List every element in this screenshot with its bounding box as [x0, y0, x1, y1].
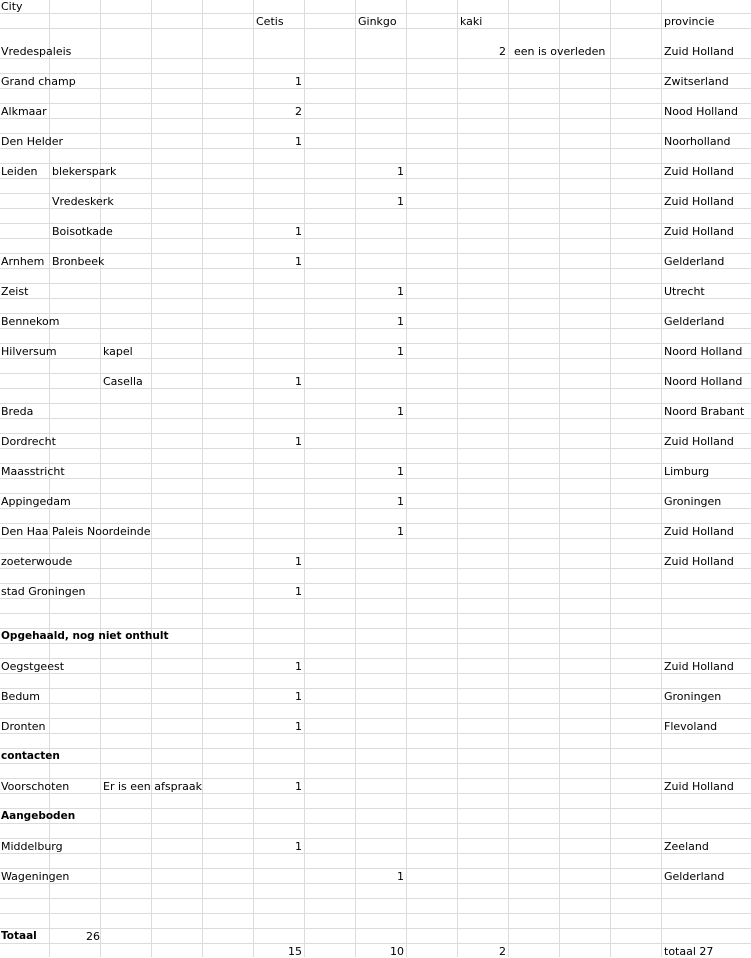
cell-provincie[interactable]: Zuid Holland: [664, 165, 734, 178]
cell-city[interactable]: Maasstricht: [1, 465, 65, 478]
totals-kaki[interactable]: 2: [499, 945, 506, 958]
row-divider: [0, 298, 751, 299]
cell-ginkgo[interactable]: 1: [397, 345, 404, 358]
cell-note[interactable]: een is overleden: [514, 45, 606, 58]
row-divider: [0, 943, 751, 944]
cell-city[interactable]: Dordrecht: [1, 435, 56, 448]
cell-cetis[interactable]: 2: [295, 105, 302, 118]
cell-city[interactable]: Oegstgeest: [1, 660, 65, 673]
row-divider: [0, 358, 751, 359]
cell-provincie[interactable]: Zuid Holland: [664, 45, 734, 58]
header-city[interactable]: City: [1, 0, 23, 13]
cell-city[interactable]: zoeterwoude: [1, 555, 73, 568]
row-divider: [0, 28, 751, 29]
cell-location[interactable]: Paleis Noordeinde: [52, 525, 151, 538]
cell-cetis[interactable]: 1: [295, 690, 302, 703]
cell-provincie[interactable]: Noord Holland: [664, 345, 743, 358]
section-picked-label[interactable]: Opgehaald, nog niet onthult: [1, 630, 169, 642]
row-divider: [0, 838, 751, 839]
row-divider: [0, 328, 751, 329]
cell-cetis[interactable]: 1: [295, 840, 302, 853]
cell-provincie[interactable]: Zwitserland: [664, 75, 729, 88]
cell-cetis[interactable]: 1: [295, 375, 302, 388]
row-divider: [0, 883, 751, 884]
row-divider: [0, 223, 751, 224]
row-divider: [0, 763, 751, 764]
cell-sublocation[interactable]: Casella: [103, 375, 143, 388]
cell-provincie[interactable]: Gelderland: [664, 255, 725, 268]
row-divider: [0, 118, 751, 119]
cell-location[interactable]: blekerspark: [52, 165, 117, 178]
row-divider: [0, 283, 751, 284]
cell-city[interactable]: Breda: [1, 405, 34, 418]
row-divider: [0, 193, 751, 194]
cell-provincie[interactable]: Noord Holland: [664, 375, 743, 388]
row-divider: [0, 58, 751, 59]
cell-provincie[interactable]: Groningen: [664, 495, 722, 508]
cell-cetis[interactable]: 1: [295, 585, 302, 598]
row-divider: [0, 778, 751, 779]
cell-ginkgo[interactable]: 1: [397, 165, 404, 178]
cell-city[interactable]: Alkmaar: [1, 105, 47, 118]
cell-city[interactable]: Bedum: [1, 690, 40, 703]
totals-label[interactable]: Totaal: [1, 930, 37, 942]
row-divider: [0, 733, 751, 734]
cell-provincie[interactable]: Nood Holland: [664, 105, 738, 118]
cell-city[interactable]: Appingedam: [1, 495, 71, 508]
section-contacts-label[interactable]: contacten: [1, 750, 60, 762]
row-divider: [0, 928, 751, 929]
row-divider: [0, 718, 751, 719]
cell-provincie[interactable]: Zuid Holland: [664, 225, 734, 238]
row-divider: [0, 688, 751, 689]
cell-ginkgo[interactable]: 1: [397, 195, 404, 208]
row-divider: [0, 538, 751, 539]
row-divider: [0, 808, 751, 809]
row-divider: [0, 598, 751, 599]
cell-provincie[interactable]: Zuid Holland: [664, 780, 734, 793]
cell-ginkgo[interactable]: 1: [397, 285, 404, 298]
row-divider: [0, 913, 751, 914]
cell-city[interactable]: Voorschoten: [1, 780, 70, 793]
header-provincie[interactable]: provincie: [664, 15, 715, 28]
row-divider: [0, 568, 751, 569]
row-divider: [0, 628, 751, 629]
cell-city[interactable]: Wageningen: [1, 870, 70, 883]
cell-location[interactable]: Boisotkade: [52, 225, 113, 238]
totals-ginkgo[interactable]: 10: [390, 945, 404, 958]
cell-provincie[interactable]: Zuid Holland: [664, 195, 734, 208]
row-divider: [0, 703, 751, 704]
cell-provincie[interactable]: Noord Brabant: [664, 405, 745, 418]
row-divider: [0, 523, 751, 524]
header-ginkgo[interactable]: Ginkgo: [358, 15, 397, 28]
row-divider: [0, 673, 751, 674]
cell-city[interactable]: Bennekom: [1, 315, 60, 328]
row-divider: [0, 73, 751, 74]
header-kaki[interactable]: kaki: [460, 15, 483, 28]
cell-kaki[interactable]: 2: [499, 45, 506, 58]
row-divider: [0, 253, 751, 254]
row-divider: [0, 823, 751, 824]
cell-ginkgo[interactable]: 1: [397, 405, 404, 418]
cell-ginkgo[interactable]: 1: [397, 495, 404, 508]
row-divider: [0, 658, 751, 659]
cell-city[interactable]: Hilversum: [1, 345, 57, 358]
row-divider: [0, 898, 751, 899]
row-divider: [0, 373, 751, 374]
cell-cetis[interactable]: 1: [295, 75, 302, 88]
row-divider: [0, 88, 751, 89]
row-divider: [0, 418, 751, 419]
row-divider: [0, 133, 751, 134]
cell-city[interactable]: Dronten: [1, 720, 46, 733]
row-divider: [0, 403, 751, 404]
cell-provincie[interactable]: Limburg: [664, 465, 710, 478]
row-divider: [0, 448, 751, 449]
cell-location[interactable]: Bronbeek: [52, 255, 105, 268]
row-divider: [0, 148, 751, 149]
cell-ginkgo[interactable]: 1: [397, 465, 404, 478]
cell-ginkgo[interactable]: 1: [397, 870, 404, 883]
cell-location[interactable]: Vredeskerk: [52, 195, 114, 208]
cell-sublocation[interactable]: kapel: [103, 345, 133, 358]
cell-cetis[interactable]: 1: [295, 660, 302, 673]
cell-ginkgo[interactable]: 1: [397, 315, 404, 328]
cell-city[interactable]: Den Helder: [1, 135, 64, 148]
cell-note[interactable]: Er is een afspraak: [103, 780, 202, 793]
row-divider: [0, 388, 751, 389]
row-divider: [0, 613, 751, 614]
cell-cetis[interactable]: 1: [295, 720, 302, 733]
cell-city[interactable]: Leiden: [1, 165, 38, 178]
cell-cetis[interactable]: 1: [295, 135, 302, 148]
row-divider: [0, 463, 751, 464]
cell-provincie[interactable]: Gelderland: [664, 870, 725, 883]
cell-cetis[interactable]: 1: [295, 435, 302, 448]
cell-city[interactable]: Grand champ: [1, 75, 76, 88]
section-offered-label[interactable]: Aangeboden: [1, 810, 76, 822]
totals-grand[interactable]: totaal 27: [664, 945, 714, 958]
cell-city[interactable]: Zeist: [1, 285, 29, 298]
cell-provincie[interactable]: Zuid Holland: [664, 435, 734, 448]
cell-city[interactable]: Middelburg: [1, 840, 63, 853]
row-divider: [0, 178, 751, 179]
cell-city[interactable]: Vredespaleis: [1, 45, 72, 58]
cell-cetis[interactable]: 1: [295, 555, 302, 568]
totals-count[interactable]: 26: [86, 930, 100, 943]
row-divider: [0, 208, 751, 209]
row-divider: [0, 103, 751, 104]
row-divider: [0, 13, 751, 14]
row-divider: [0, 343, 751, 344]
cell-ginkgo[interactable]: 1: [397, 525, 404, 538]
row-divider: [0, 553, 751, 554]
row-divider: [0, 238, 751, 239]
cell-provincie[interactable]: Utrecht: [664, 285, 705, 298]
cell-cetis[interactable]: 1: [295, 255, 302, 268]
cell-provincie[interactable]: Noorholland: [664, 135, 731, 148]
row-divider: [0, 508, 751, 509]
row-divider: [0, 268, 751, 269]
row-divider: [0, 583, 751, 584]
cell-city[interactable]: Arnhem: [1, 255, 45, 268]
cell-city[interactable]: Den Haa: [1, 525, 49, 538]
row-divider: [0, 748, 751, 749]
cell-provincie[interactable]: Zuid Holland: [664, 555, 734, 568]
cell-provincie[interactable]: Zuid Holland: [664, 525, 734, 538]
row-divider: [0, 313, 751, 314]
cell-provincie[interactable]: Groningen: [664, 690, 722, 703]
cell-city[interactable]: stad Groningen: [1, 585, 86, 598]
row-divider: [0, 493, 751, 494]
header-cetis[interactable]: Cetis: [256, 15, 284, 28]
row-divider: [0, 793, 751, 794]
cell-provincie[interactable]: Zeeland: [664, 840, 709, 853]
row-divider: [0, 478, 751, 479]
cell-provincie[interactable]: Flevoland: [664, 720, 718, 733]
totals-cetis[interactable]: 15: [288, 945, 302, 958]
cell-provincie[interactable]: Gelderland: [664, 315, 725, 328]
row-divider: [0, 433, 751, 434]
row-divider: [0, 163, 751, 164]
row-divider: [0, 853, 751, 854]
cell-provincie[interactable]: Zuid Holland: [664, 660, 734, 673]
row-divider: [0, 868, 751, 869]
cell-cetis[interactable]: 1: [295, 225, 302, 238]
cell-cetis[interactable]: 1: [295, 780, 302, 793]
row-divider: [0, 643, 751, 644]
